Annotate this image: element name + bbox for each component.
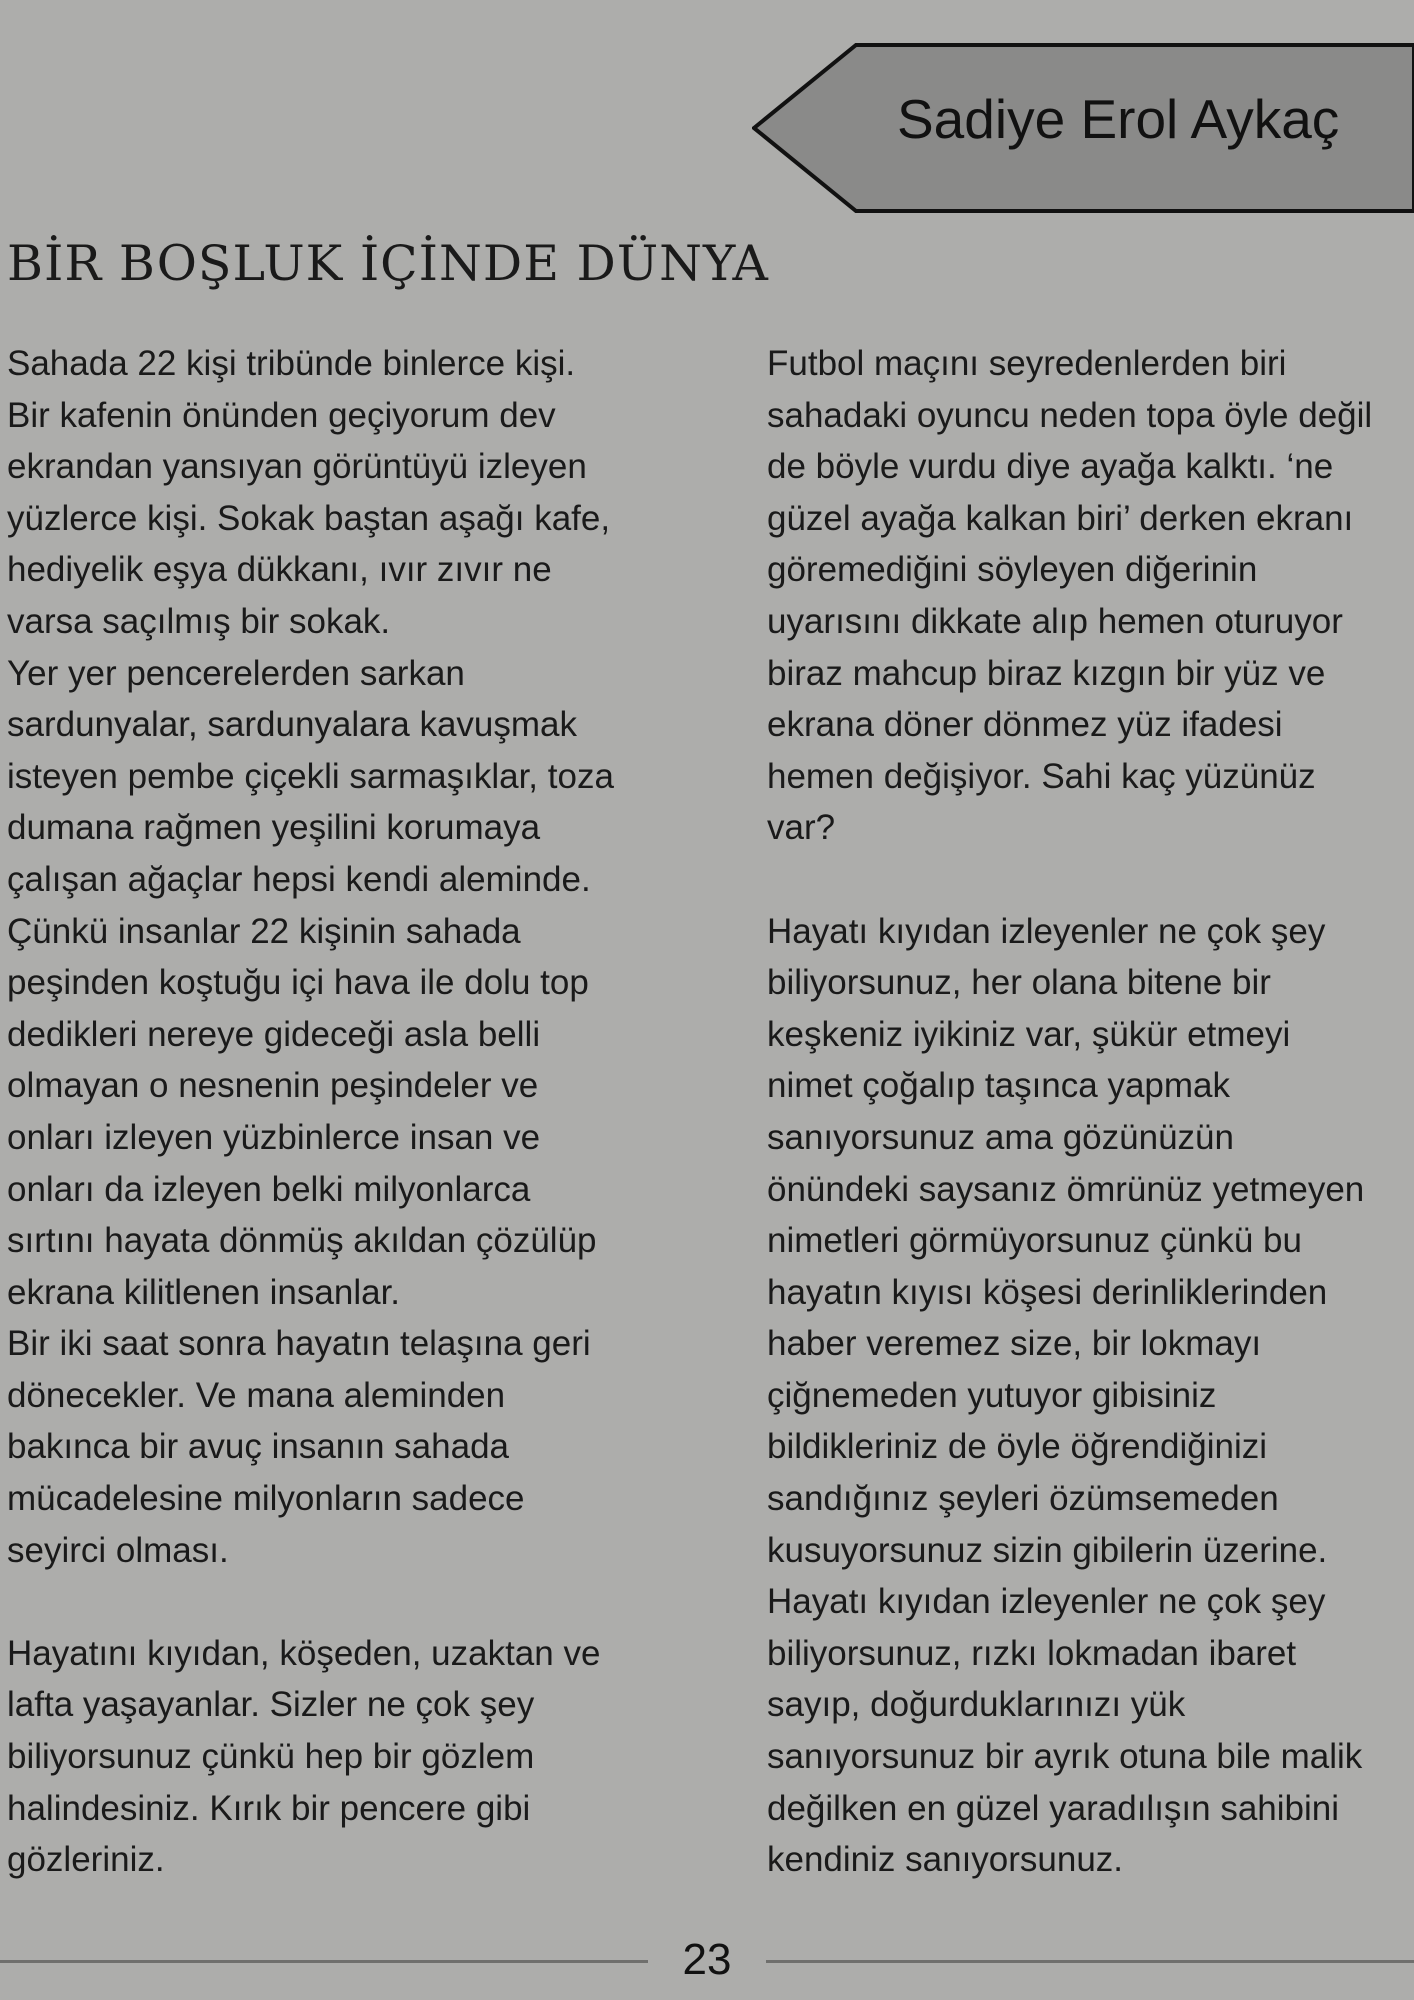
text-line: seyirci olması.: [7, 1530, 229, 1570]
text-line: göremediğini söyleyen diğerinin: [767, 550, 1258, 590]
right-paragraph-2: [767, 906, 1414, 1886]
text-line: isteyen pembe çiçekli sarmaşıklar, toza: [7, 756, 614, 796]
text-line: keşkeniz iyikiniz var, şükür etmeyi: [767, 1014, 1291, 1054]
text-line: hediyelik eşya dükkanı, ıvır zıvır ne: [7, 550, 552, 590]
text-line: bakınca bir avuç insanın sahada: [7, 1427, 509, 1467]
text-line: ekrana döner dönmez yüz ifadesi: [767, 705, 1283, 745]
text-line: hayatın kıyısı köşesi derinliklerinden: [767, 1272, 1328, 1312]
text-line: onları izleyen yüzbinlerce insan ve: [7, 1117, 541, 1157]
text-line: ekrandan yansıyan görüntüyü izleyen: [7, 447, 587, 487]
text-line: önündeki saysanız ömrünüz yetmeyen: [767, 1169, 1365, 1209]
text-line: güzel ayağa kalkan biri’ derken ekranı: [767, 498, 1354, 538]
text-line: biliyorsunuz çünkü hep bir gözlem: [7, 1737, 535, 1777]
text-line: uyarısını dikkate alıp hemen oturuyor: [767, 601, 1343, 641]
left-column: [7, 338, 727, 1886]
text-line: sanıyorsunuz ama gözünüzün: [767, 1117, 1234, 1157]
text-line: sayıp, doğurduklarınızı yük: [767, 1685, 1186, 1725]
text-line: peşinden koştuğu içi hava ile dolu top: [7, 963, 589, 1003]
author-banner: [752, 42, 1414, 214]
text-line: nimet çoğalıp taşınca yapmak: [767, 1066, 1231, 1106]
author-name: Sadiye Erol Aykaç: [897, 88, 1340, 150]
text-line: mücadelesine milyonların sadece: [7, 1479, 525, 1519]
text-line: sahadaki oyuncu neden topa öyle değil: [767, 395, 1373, 435]
paragraph-gap: [767, 854, 1414, 906]
paragraph-gap: [7, 1576, 727, 1628]
text-line: bildikleriniz de öyle öğrendiğinizi: [767, 1427, 1267, 1467]
text-line: çiğnemeden yutuyor gibisiniz: [767, 1375, 1217, 1415]
right-paragraph-1: [767, 338, 1414, 854]
text-line: olmayan o nesnenin peşindeler ve: [7, 1066, 539, 1106]
text-line: varsa saçılmış bir sokak.: [7, 601, 391, 641]
article-title: BİR BOŞLUK İÇİNDE DÜNYA: [7, 235, 769, 292]
text-line: Yer yer pencerelerden sarkan: [7, 653, 465, 693]
text-line: yüzlerce kişi. Sokak baştan aşağı kafe,: [7, 498, 611, 538]
page-number: 23: [682, 1935, 732, 1984]
text-line: dedikleri nereye gideceği asla belli: [7, 1014, 541, 1054]
text-line: onları da izleyen belki milyonlarca: [7, 1169, 531, 1209]
left-paragraph-1: [7, 338, 727, 1576]
text-line: lafta yaşayanlar. Sizler ne çok şey: [7, 1685, 535, 1725]
left-paragraph-2: [7, 1628, 727, 1886]
text-line: kusuyorsunuz sizin gibilerin üzerine.: [767, 1530, 1328, 1570]
text-line: dönecekler. Ve mana aleminden: [7, 1375, 506, 1415]
text-line: Çünkü insanlar 22 kişinin sahada: [7, 911, 521, 951]
footer-rule-right: [766, 1960, 1414, 1963]
text-line: biraz mahcup biraz kızgın bir yüz ve: [767, 653, 1326, 693]
text-line: sanıyorsunuz bir ayrık otuna bile malik: [767, 1737, 1363, 1777]
text-line: Bir iki saat sonra hayatın telaşına geri: [7, 1324, 591, 1364]
text-line: çalışan ağaçlar hepsi kendi aleminde.: [7, 859, 591, 899]
text-line: haber veremez size, bir lokmayı: [767, 1324, 1262, 1364]
text-line: halindesiniz. Kırık bir pencere gibi: [7, 1788, 531, 1828]
text-line: biliyorsunuz, her olana bitene bir: [767, 963, 1271, 1003]
text-line: Futbol maçını seyredenlerden biri: [767, 344, 1287, 383]
text-line: Hayatı kıyıdan izleyenler ne çok şey: [767, 911, 1326, 951]
text-line: Sahada 22 kişi tribünde binlerce kişi.: [7, 344, 576, 383]
text-line: hemen değişiyor. Sahi kaç yüzünüz: [767, 756, 1316, 796]
footer-rule-left: [0, 1960, 648, 1963]
text-line: gözleriniz.: [7, 1840, 165, 1880]
text-line: nimetleri görmüyorsunuz çünkü bu: [767, 1221, 1302, 1261]
right-column: [767, 338, 1414, 1886]
text-line: dumana rağmen yeşilini korumaya: [7, 808, 541, 848]
text-line: sırtını hayata dönmüş akıldan çözülüp: [7, 1221, 597, 1261]
text-line: sandığınız şeyleri özümsemeden: [767, 1479, 1279, 1519]
text-line: var?: [767, 808, 836, 848]
text-line: Bir kafenin önünden geçiyorum dev: [7, 395, 556, 435]
text-line: sardunyalar, sardunyalara kavuşmak: [7, 705, 578, 745]
text-line: de böyle vurdu diye ayağa kalktı. ‘ne: [767, 447, 1334, 487]
text-line: ekrana kilitlenen insanlar.: [7, 1272, 401, 1312]
text-line: Hayatını kıyıdan, köşeden, uzaktan ve: [7, 1633, 601, 1673]
text-line: değilken en güzel yaradılışın sahibini: [767, 1788, 1340, 1828]
text-line: biliyorsunuz, rızkı lokmadan ibaret: [767, 1633, 1297, 1673]
text-line: Hayatı kıyıdan izleyenler ne çok şey: [767, 1582, 1326, 1622]
text-line: kendiniz sanıyorsunuz.: [767, 1840, 1124, 1880]
